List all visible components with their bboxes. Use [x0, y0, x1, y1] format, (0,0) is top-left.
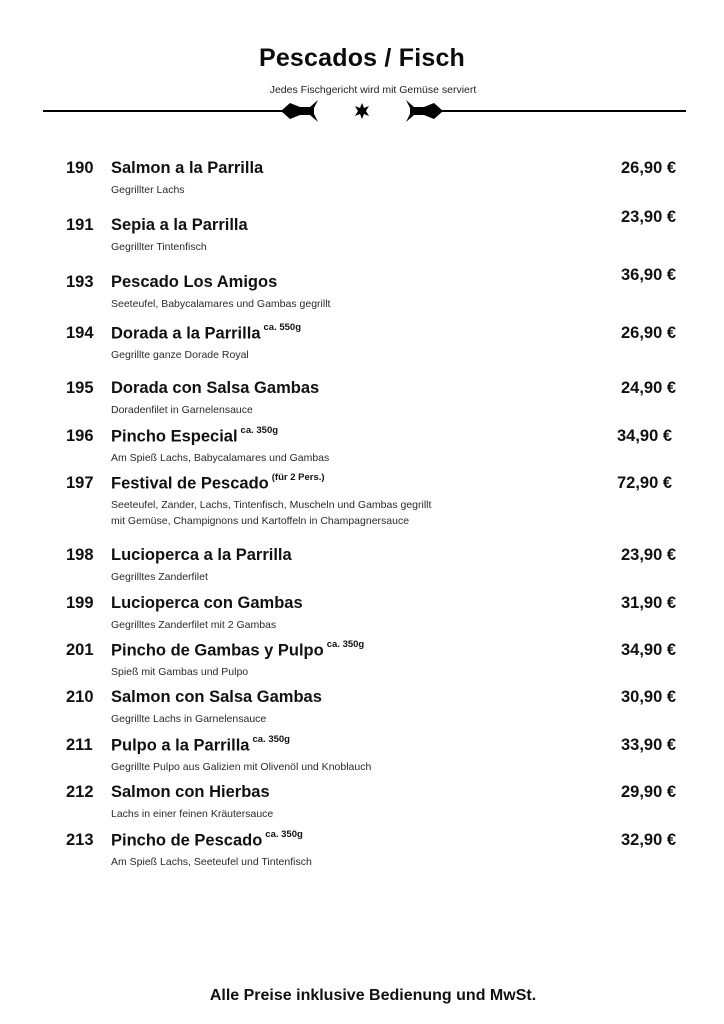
item-price: 32,90 €: [621, 831, 677, 849]
item-name: Pincho Especial $^{ca. 350g}$: [111, 425, 279, 446]
item-name: Salmon con Salsa Gambas: [111, 688, 322, 706]
item-name: Pulpo a la Parrilla $^{ca. 350g}$: [111, 734, 290, 755]
item-number: 201: [66, 641, 94, 659]
item-description: Am Spieß Lachs, Babycalamares und Gambas: [111, 452, 330, 464]
divider-left-flourish-icon: [43, 100, 318, 122]
page-title: Pescados / Fisch: [258, 44, 466, 72]
item-name: Salmon con Hierbas: [111, 783, 270, 801]
footer-note: Alle Preise inklusive Bedienung und MwSt.: [209, 987, 537, 1004]
item-description: Gegrilltes Zanderfilet: [111, 571, 208, 583]
item-price: 34,90 €: [621, 641, 677, 659]
item-number: 190: [66, 159, 94, 177]
page-subtitle: Jedes Fischgericht wird mit Gemüse serviert: [269, 84, 477, 96]
divider-right-flourish-icon: [406, 100, 686, 122]
item-description: Spieß mit Gambas und Pulpo: [111, 666, 249, 678]
item-description: Doradenfilet in Garnelensauce: [111, 404, 253, 416]
item-price: 26,90 €: [621, 159, 677, 177]
item-number: 195: [66, 379, 94, 397]
item-description: Gegrilltes Zanderfilet mit 2 Gambas: [111, 619, 277, 631]
item-number: 198: [66, 546, 94, 564]
item-price: 23,90 €: [621, 208, 677, 226]
item-price: 72,90 €: [617, 474, 673, 492]
item-weight-note: ca. 550g: [263, 322, 301, 333]
item-name: Pincho de Pescado $^{ca. 350g}$: [111, 829, 303, 850]
item-name: Pescado Los Amigos: [111, 273, 278, 291]
item-weight-note: ca. 350g: [326, 639, 365, 650]
item-description: Gegrillte Pulpo aus Galizien mit Olivenöl und Knoblauch: [111, 761, 372, 773]
item-number: 199: [66, 594, 94, 612]
item-number: 196: [66, 427, 94, 445]
item-name: Salmon a la Parrilla: [111, 159, 264, 177]
item-price: 34,90 €: [617, 427, 673, 445]
item-description: Gegrillte Lachs in Garnelensauce: [111, 713, 267, 725]
item-description: Lachs in einer feinen Kräutersauce: [111, 808, 274, 820]
item-serving-note: (für 2 Pers.): [271, 472, 325, 483]
item-number: 191: [66, 216, 94, 234]
item-name: Pincho de Gambas y Pulpo $^{ca. 350g}$: [111, 639, 365, 660]
item-description: Am Spieß Lachs, Seeteufel und Tintenfisch: [111, 856, 312, 868]
item-name: Lucioperca con Gambas: [111, 594, 303, 612]
item-description: Gegrillter Tintenfisch: [111, 241, 207, 253]
item-price: 29,90 €: [621, 783, 677, 801]
item-number: 212: [66, 783, 94, 801]
item-price: 31,90 €: [621, 594, 677, 612]
item-name: Lucioperca a la Parrilla: [111, 546, 292, 564]
item-number: 211: [66, 736, 93, 754]
item-description: Gegrillte ganze Dorade Royal: [111, 349, 249, 361]
star-icon: [355, 103, 369, 119]
ornamental-divider: [0, 96, 724, 128]
item-name: Sepia a la Parrilla: [111, 216, 248, 234]
item-price: 36,90 €: [621, 266, 677, 284]
item-description: Seeteufel, Zander, Lachs, Tintenfisch, Muscheln und Gambas gegrillt mit Gemüse, Champignons und Kartoffeln in Champagnersauce: [111, 499, 432, 527]
item-number: 197: [66, 474, 94, 492]
item-name: Festival de Pescado $^{(für 2 Pers.)}$: [111, 472, 325, 493]
item-number: 194: [66, 324, 94, 342]
item-name: Dorada a la Parrilla $^{ca. 550g}$: [111, 322, 301, 343]
item-number: 210: [66, 688, 94, 706]
item-price: 33,90 €: [621, 736, 677, 754]
item-price: 26,90 €: [621, 324, 677, 342]
item-price: 23,90 €: [621, 546, 677, 564]
item-number: 213: [66, 831, 94, 849]
item-description: Gegrillter Lachs: [111, 184, 185, 196]
item-price: 30,90 €: [621, 688, 677, 706]
item-weight-note: ca. 350g: [240, 425, 279, 436]
item-weight-note: ca. 350g: [252, 734, 290, 745]
item-price: 24,90 €: [621, 379, 677, 397]
item-name: Dorada con Salsa Gambas: [111, 379, 320, 397]
item-weight-note: ca. 350g: [265, 829, 303, 840]
item-description: Seeteufel, Babycalamares und Gambas gegrillt: [111, 298, 331, 310]
item-number: 193: [66, 273, 94, 291]
